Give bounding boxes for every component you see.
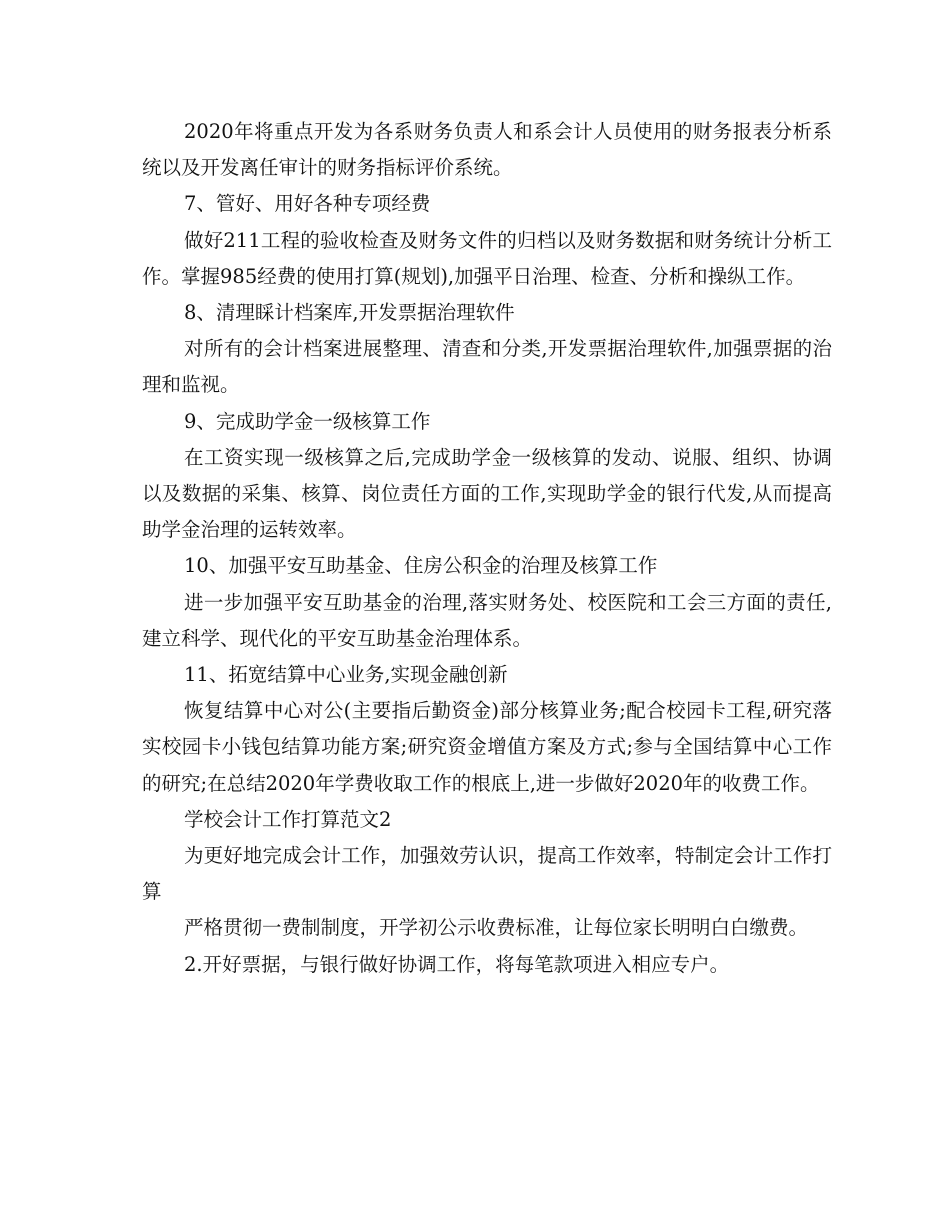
paragraph-financial-analysis-system: 2020年将重点开发为各系财务负责人和系会计人员使用的财务报表分析系统以及开发离任审计的财务指标评价系统。 xyxy=(142,120,832,180)
heading-special-funds: 7、管好、用好各种专项经费 xyxy=(184,192,431,216)
paragraph-intro-sample-2: 为更好地完成会计工作，加强效劳认识，提高工作效率，特制定会计工作打算 xyxy=(142,844,832,904)
paragraph-receipts: 2.开好票据，与银行做好协调工作，将每笔款项进入相应专户。 xyxy=(184,952,730,976)
paragraph-mutual-aid-fund: 进一步加强平安互助基金的治理,落实财务处、校医院和工会三方面的责任,建立科学、现代化的平安互助基金治理体系。 xyxy=(142,590,832,650)
heading-grant-accounting: 9、完成助学金一级核算工作 xyxy=(184,409,431,433)
paragraph-settlement-center: 恢复结算中心对公(主要指后勤资金)部分核算业务;配合校园卡工程,研究落实校园卡小钱包结算功能方案;研究资金增值方案及方式;参与全国结算中心工作的研究;在总结2020年学费收取工作的根底上,进一步做好2020年的收费工作。 xyxy=(142,699,832,795)
paragraph-accounting-archives: 对所有的会计档案进展整理、清查和分类,开发票据治理软件,加强票据的治理和监视。 xyxy=(142,337,832,397)
heading-settlement-center: 11、拓宽结算中心业务,实现金融创新 xyxy=(184,663,508,687)
paragraph-fee-policy: 严格贯彻一费制制度，开学初公示收费标准，让每位家长明明白白缴费。 xyxy=(184,916,809,940)
section-title-sample-2: 学校会计工作打算范文2 xyxy=(184,807,392,831)
heading-mutual-aid-fund: 10、加强平安互助基金、住房公积金的治理及核算工作 xyxy=(184,554,658,578)
document-body xyxy=(142,114,832,983)
paragraph-grant-accounting: 在工资实现一级核算之后,完成助学金一级核算的发动、说服、组织、协调以及数据的采集、核算、岗位责任方面的工作,实现助学金的银行代发,从而提高助学金治理的运转效率。 xyxy=(142,445,832,542)
heading-accounting-archives: 8、清理睬计档案库,开发票据治理软件 xyxy=(184,301,515,325)
paragraph-special-funds: 做好211工程的验收检查及财务文件的归档以及财务数据和财务统计分析工作。掌握985经费的使用打算(规划),加强平日治理、检查、分析和操纵工作。 xyxy=(142,228,832,288)
